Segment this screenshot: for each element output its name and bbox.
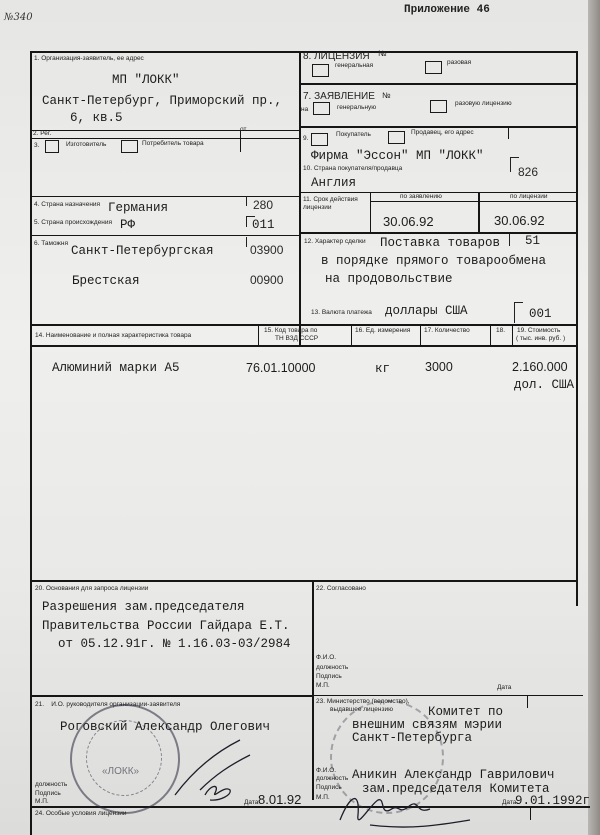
field9-seller-label: Продавец, его адрес [411,129,474,136]
field20-line2[interactable]: Правительства России Гайдара Е.Т. [42,619,290,633]
field6-label: 6. Таможня [34,240,68,247]
field6-row2-code[interactable]: 00900 [250,273,284,287]
field11-col-license: по лицензии [510,193,548,200]
divider-f5-f6 [30,235,300,236]
field4-code-mark [246,196,248,206]
field23-seal-label: М.П. [316,794,330,801]
organization-stamp-text: «ЛОКК» [102,766,140,777]
field10-label: 10. Страна покупателя/продавца [303,165,403,172]
field10-value[interactable]: Англия [311,176,357,190]
divider-center-bottom [312,580,314,800]
field7-general-checkbox[interactable] [313,102,330,115]
field23-date[interactable]: 9.01.1992г [515,794,591,808]
goods-row-unit[interactable]: кг [375,362,391,376]
divider-f2-f3 [30,138,300,139]
field7-on-label: на [301,106,309,113]
form-border-right [576,51,578,606]
field5-value[interactable]: РФ [120,218,136,232]
field13-label: 13. Валюта платежа [311,309,372,316]
field21-position-label: должность [35,781,68,788]
field3-consumer-checkbox[interactable] [121,140,138,153]
field22-seal-label: М.П. [316,682,330,689]
field1-address-line1[interactable]: Санкт-Петербург, Приморский пр., [42,94,283,108]
divider-f7-f9 [300,126,577,128]
field24-label: 24. Особые условия лицензии [35,810,127,817]
field8-onetime-checkbox[interactable] [425,61,442,74]
field21-signature [170,735,260,805]
field12-line3[interactable]: на продовольствие [325,272,453,286]
field11-col-application: по заявлению [400,193,442,200]
field21-date[interactable]: 8.01.92 [258,792,302,807]
divider-f11-header [370,201,577,202]
divider-col-18 [490,324,491,345]
field2-label: 2. Рег. [33,130,52,137]
field1-org-name[interactable]: МП "ЛОКК" [112,73,180,87]
divider-col-15 [258,324,259,345]
field11-value-license[interactable]: 30.06.92 [494,213,545,228]
divider-f3-f4 [30,196,300,197]
divider-goods-bottom [30,580,577,582]
field12-code-mark [509,234,511,246]
goods-row-value-line2[interactable]: дол. США [514,378,575,392]
field22-fio-label: Ф.И.О. [316,654,337,661]
divider-f3-vert [240,138,241,152]
divider-goods-header [30,345,577,347]
field6-code-mark [246,237,248,247]
field12-code[interactable]: 51 [525,234,541,248]
field23-org-line3[interactable]: Санкт-Петербурга [352,731,473,745]
handwritten-number: №340 [4,12,33,23]
field22-signature-label: Подпись [316,673,342,680]
field9-buyer-checkbox[interactable] [311,133,328,146]
field9-value[interactable]: Фирма "Эссон" МП "ЛОКК" [311,149,484,163]
divider-f1-f2 [30,130,300,131]
field23-position[interactable]: зам.председателя Комитета [362,782,550,796]
field23-org-line2[interactable]: внешним связям мэрии [352,718,503,732]
divider-f23-vert [527,695,528,708]
col19-header-line2: ( тыс. инв. руб. ) [516,335,566,342]
divider-f9-vert [508,127,509,139]
field12-line1[interactable]: Поставка товаров [380,236,501,250]
field23-date-label: Дата [502,799,517,806]
field22-date-label: Дата [497,684,512,691]
field9-label: 9. [303,135,309,142]
field7-label: 7. ЗАЯВЛЕНИЕ [303,91,375,102]
field20-label: 20. Основания для запроса лицензии [35,585,149,592]
field21-date-label: Дата [244,799,259,806]
goods-row-quantity[interactable]: 3000 [425,360,453,374]
field23-org-line1[interactable]: Комитет по [428,705,504,719]
field23-signature [330,785,480,835]
field23-signature-label: Подпись [316,784,342,791]
form-border-left [30,51,32,835]
col16-header: 16. Ед. измерения [355,327,411,334]
field23-label-line2: выдавшее лицензию [330,706,394,713]
appendix-title: Приложение 46 [404,4,490,16]
field22-label: 22. Согласовано [316,585,366,592]
field7-general-label: генеральную [337,104,377,111]
divider-col-19 [512,324,513,345]
field8-number-label: № [378,49,387,58]
field8-general-checkbox[interactable] [312,64,329,77]
field3-manufacturer-checkbox[interactable] [45,140,59,153]
field3-consumer-label: Потребитель товара [142,140,204,147]
field23-name[interactable]: Аникин Александр Гаврилович [352,768,555,782]
field23-fio-label: Ф.И.О. [316,767,337,774]
field12-line2[interactable]: в порядке прямого товарообмена [321,254,547,268]
divider-goods-top [30,324,577,326]
field6-row1-code[interactable]: 03900 [250,243,284,257]
field10-code[interactable]: 826 [518,165,539,179]
field3-manufacturer-label: Изготовитель [66,141,107,148]
field21-signature-label: Подпись [35,790,61,797]
field20-line1[interactable]: Разрешения зам.председателя [42,600,245,614]
field23-position-label: должность [316,775,349,782]
divider-f22-f23 [313,695,583,696]
field22-position-label: должность [316,664,349,671]
field3-label: 3. [34,142,40,149]
field4-value[interactable]: Германия [108,201,169,215]
field20-line3[interactable]: от 05.12.91г. № 1.16.03-03/2984 [58,637,291,651]
field11-value-application[interactable]: 30.06.92 [383,214,434,229]
field6-row1-name[interactable]: Санкт-Петербургская [71,244,214,258]
divider-center-top [299,51,301,345]
field9-seller-checkbox[interactable] [388,131,405,144]
col14-header: 14. Наименование и полная характеристика товара [35,332,192,339]
field5-label: 5. Страна происхождения [34,219,112,226]
divider-f11-col1 [370,192,371,232]
field8-label: 8. ЛИЦЕНЗИЯ [303,51,370,62]
divider-f11-col2 [478,192,480,232]
field12-label: 12. Характер сделки [304,238,366,245]
field6-row2-name[interactable]: Брестская [72,274,140,288]
field5-code[interactable]: 011 [252,218,275,232]
divider-f24-tick [530,806,531,820]
field8-general-label: генеральная [335,62,374,69]
field11-label-text: 11. Срок действия лицензии [303,196,358,211]
field23-label-line1: 23. Министерство (ведомство), [316,698,410,705]
col15-header-line1: 15. Код товара по [264,327,318,334]
divider-f20-f21 [30,695,313,697]
field7-onetime-checkbox[interactable] [430,100,447,113]
divider-col-16 [351,324,352,345]
field7-number-label: № [382,91,391,100]
field4-label: 4. Страна назначения [34,201,101,208]
page-edge-shadow [588,0,600,835]
field8-onetime-label: разовая [447,59,472,66]
field13-code[interactable]: 001 [529,307,552,321]
field1-label: 1. Организация-заявитель, ее адрес [34,55,144,62]
field13-code-mark [514,302,523,323]
col17-header: 17. Количество [424,327,470,334]
field13-value[interactable]: доллары США [385,304,468,318]
field21-name[interactable]: Роговский Александр Олегович [60,720,271,734]
field11-label [303,196,363,212]
field21-label: 21. И.О. руководителя организации-заявителя [35,701,181,708]
goods-row-name[interactable]: Алюминий марки А5 [52,361,180,375]
col19-header-line1: 19. Стоимость [517,327,561,334]
goods-row-value-line1[interactable]: 2.160.000 [512,360,568,374]
field7-onetime-label: разовую лицензию [455,100,512,107]
col18-header: 18. [496,327,506,334]
divider-col-17 [420,324,421,345]
field4-code[interactable]: 280 [253,198,274,212]
field2-from-label: от [240,126,247,133]
field9-buyer-label: Покупатель [336,131,371,138]
col15-header-line2: ТН ВЗД СССР [275,335,319,342]
goods-row-code[interactable]: 76.01.10000 [246,361,316,375]
divider-f8-f7 [300,83,577,85]
field1-address-line2[interactable]: 6, кв.5 [70,111,123,125]
field21-seal-label: М.П. [35,798,49,805]
